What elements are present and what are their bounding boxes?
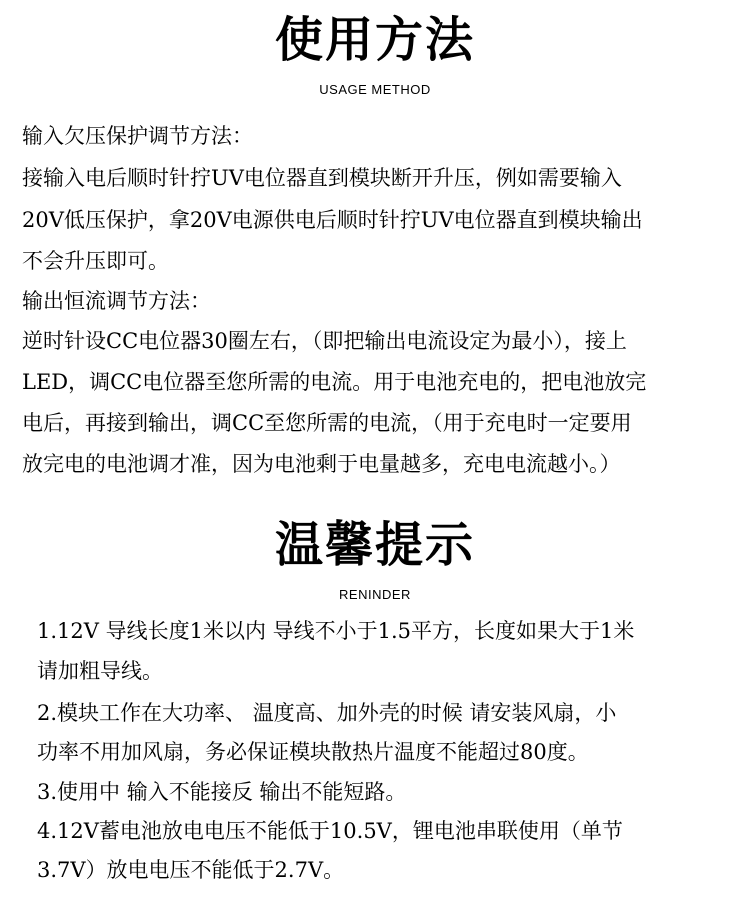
tips-line: 1.12V 导线长度1米以内 导线不小于1.5平方，长度如果大于1米: [37, 619, 635, 643]
tips-line: 功率不用加风扇，务必保证模块散热片温度不能超过80度。: [37, 740, 589, 764]
usage-line: 逆时针设CC电位器30圈左右，（即把输出电流设定为最小），接上: [22, 329, 627, 353]
usage-line: 输出恒流调节方法：: [22, 289, 211, 313]
usage-line: 不会升压即可。: [22, 249, 169, 273]
usage-line: 输入欠压保护调节方法：: [22, 124, 253, 148]
usage-line: 放完电的电池调才准，因为电池剩于电量越多，充电电流越小。）: [22, 452, 621, 476]
tips-line: 2.模块工作在大功率、 温度高、加外壳的时候 请安装风扇，小: [37, 701, 617, 725]
tips-line: 3.使用中 输入不能接反 输出不能短路。: [37, 780, 407, 804]
tips-line: 请加粗导线。: [37, 659, 163, 683]
usage-line: 接输入电后顺时针拧UV电位器直到模块断开升压，例如需要输入: [22, 166, 622, 190]
usage-line: 电后，再接到输出，调CC至您所需的电流，（用于充电时一定要用: [22, 411, 632, 435]
usage-subtitle: USAGE METHOD: [319, 82, 431, 97]
tips-line: 3.7V）放电电压不能低于2.7V。: [37, 858, 345, 882]
usage-title: 使用方法: [274, 12, 475, 68]
tips-subtitle: RENINDER: [339, 587, 411, 602]
usage-line: 20V低压保护，拿20V电源供电后顺时针拧UV电位器直到模块输出: [22, 208, 643, 232]
tips-line: 4.12V蓄电池放电电压不能低于10.5V，锂电池串联使用（单节: [37, 819, 623, 843]
usage-line: LED，调CC电位器至您所需的电流。用于电池充电的，把电池放完: [22, 370, 647, 394]
tips-title: 温馨提示: [274, 517, 475, 573]
